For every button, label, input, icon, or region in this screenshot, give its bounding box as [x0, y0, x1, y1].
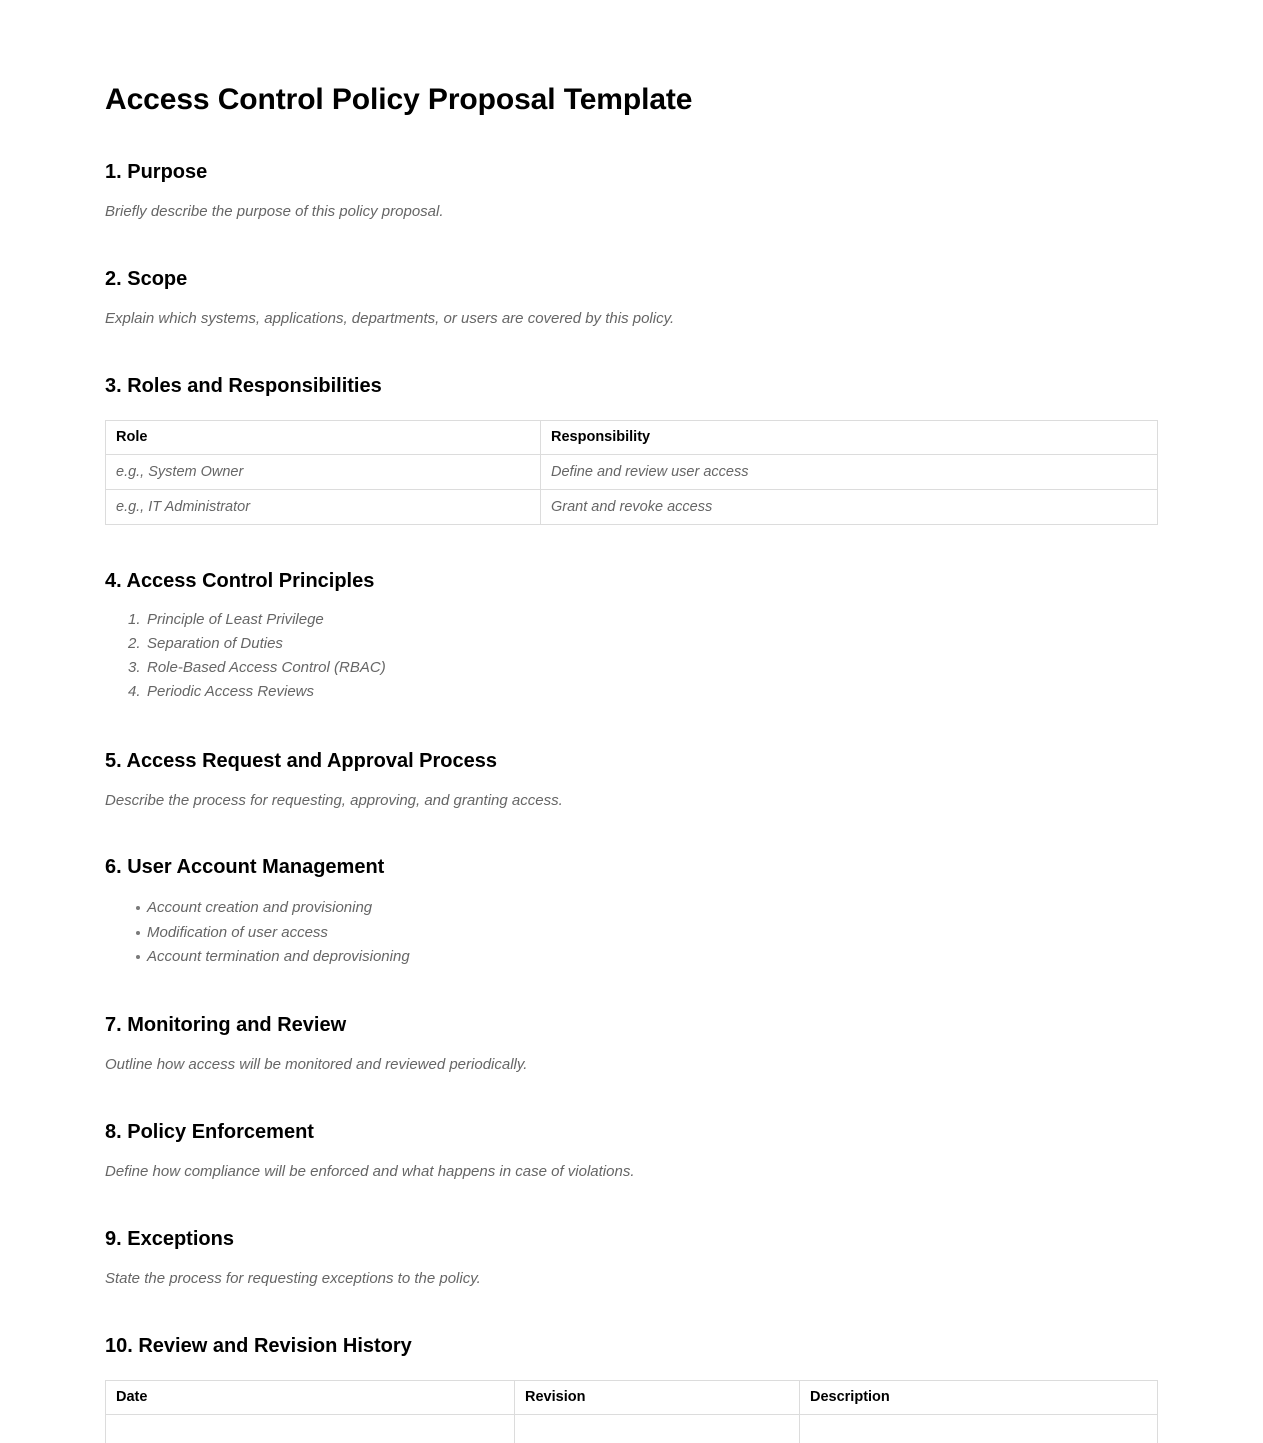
- table-row: [106, 489, 1158, 524]
- table-header-row: [106, 420, 1158, 454]
- section-heading-access-control-principles: 4. Access Control Principles: [105, 569, 375, 592]
- section-policy-enforcement: [105, 1120, 1159, 1183]
- principles-list: [105, 594, 1159, 705]
- column-header-responsibility: Responsibility: [541, 420, 1158, 454]
- section-monitoring-review: [105, 1013, 1159, 1076]
- table-row: [106, 454, 1158, 489]
- column-header-description: Description: [800, 1380, 1158, 1414]
- list-item: Modification of user access: [105, 921, 1159, 945]
- section-heading-review-revision-history: 10. Review and Revision History: [105, 1334, 412, 1357]
- page-title: Access Control Policy Proposal Template: [105, 83, 693, 116]
- cell-date: [106, 1414, 515, 1443]
- list-item: Role-Based Access Control (RBAC): [147, 659, 386, 677]
- placeholder-scope: Explain which systems, applications, departments, or users are covered by this policy.: [105, 309, 675, 327]
- cell-responsibility: Define and review user access: [541, 454, 1158, 489]
- section-exceptions: [105, 1227, 1159, 1290]
- section-roles-responsibilities: [105, 374, 1159, 525]
- cell-description: [800, 1414, 1158, 1443]
- list-item: Separation of Duties: [147, 634, 283, 652]
- cell-role: e.g., System Owner: [106, 454, 541, 489]
- section-heading-monitoring-review: 7. Monitoring and Review: [105, 1014, 347, 1037]
- review-revision-history-table: [105, 1380, 1158, 1443]
- section-heading-purpose: 1. Purpose: [105, 161, 208, 183]
- cell-role: e.g., IT Administrator: [106, 489, 541, 524]
- placeholder-monitoring-review: Outline how access will be monitored and reviewed periodically.: [105, 1056, 528, 1074]
- list-item: Principle of Least Privilege: [147, 610, 324, 628]
- cell-revision: [515, 1414, 800, 1443]
- account-management-list: [105, 880, 1159, 969]
- placeholder-policy-enforcement: Define how compliance will be enforced and what happens in case of violations.: [105, 1163, 635, 1181]
- section-heading-roles-responsibilities: 3. Roles and Responsibilities: [105, 374, 382, 397]
- section-scope: [105, 267, 1159, 330]
- column-header-date: Date: [106, 1380, 515, 1414]
- section-heading-exceptions: 9. Exceptions: [105, 1227, 234, 1250]
- placeholder-purpose: Briefly describe the purpose of this policy proposal.: [105, 203, 444, 220]
- section-heading-scope: 2. Scope: [105, 267, 188, 290]
- cell-responsibility: Grant and revoke access: [541, 489, 1158, 524]
- table-header-row: [106, 1380, 1158, 1414]
- section-heading-user-account-management: 6. User Account Management: [105, 856, 385, 879]
- column-header-role: Role: [106, 420, 541, 454]
- placeholder-access-request-approval: Describe the process for requesting, approving, and granting access.: [105, 791, 563, 809]
- section-access-control-principles: [105, 569, 1159, 705]
- section-access-request-approval: [105, 749, 1159, 812]
- list-item: Periodic Access Reviews: [147, 683, 314, 701]
- section-review-revision-history: [105, 1334, 1159, 1443]
- section-heading-policy-enforcement: 8. Policy Enforcement: [105, 1121, 314, 1144]
- placeholder-exceptions: State the process for requesting exceptions to the policy.: [105, 1269, 481, 1287]
- list-item: Account termination and deprovisioning: [105, 945, 1159, 969]
- section-user-account-management: [105, 855, 1159, 969]
- section-purpose: [105, 160, 1159, 223]
- column-header-revision: Revision: [515, 1380, 800, 1414]
- table-row: [106, 1414, 1158, 1443]
- list-item: Account creation and provisioning: [105, 896, 1159, 920]
- roles-responsibilities-table: [105, 420, 1158, 525]
- section-heading-access-request-approval: 5. Access Request and Approval Process: [105, 749, 498, 772]
